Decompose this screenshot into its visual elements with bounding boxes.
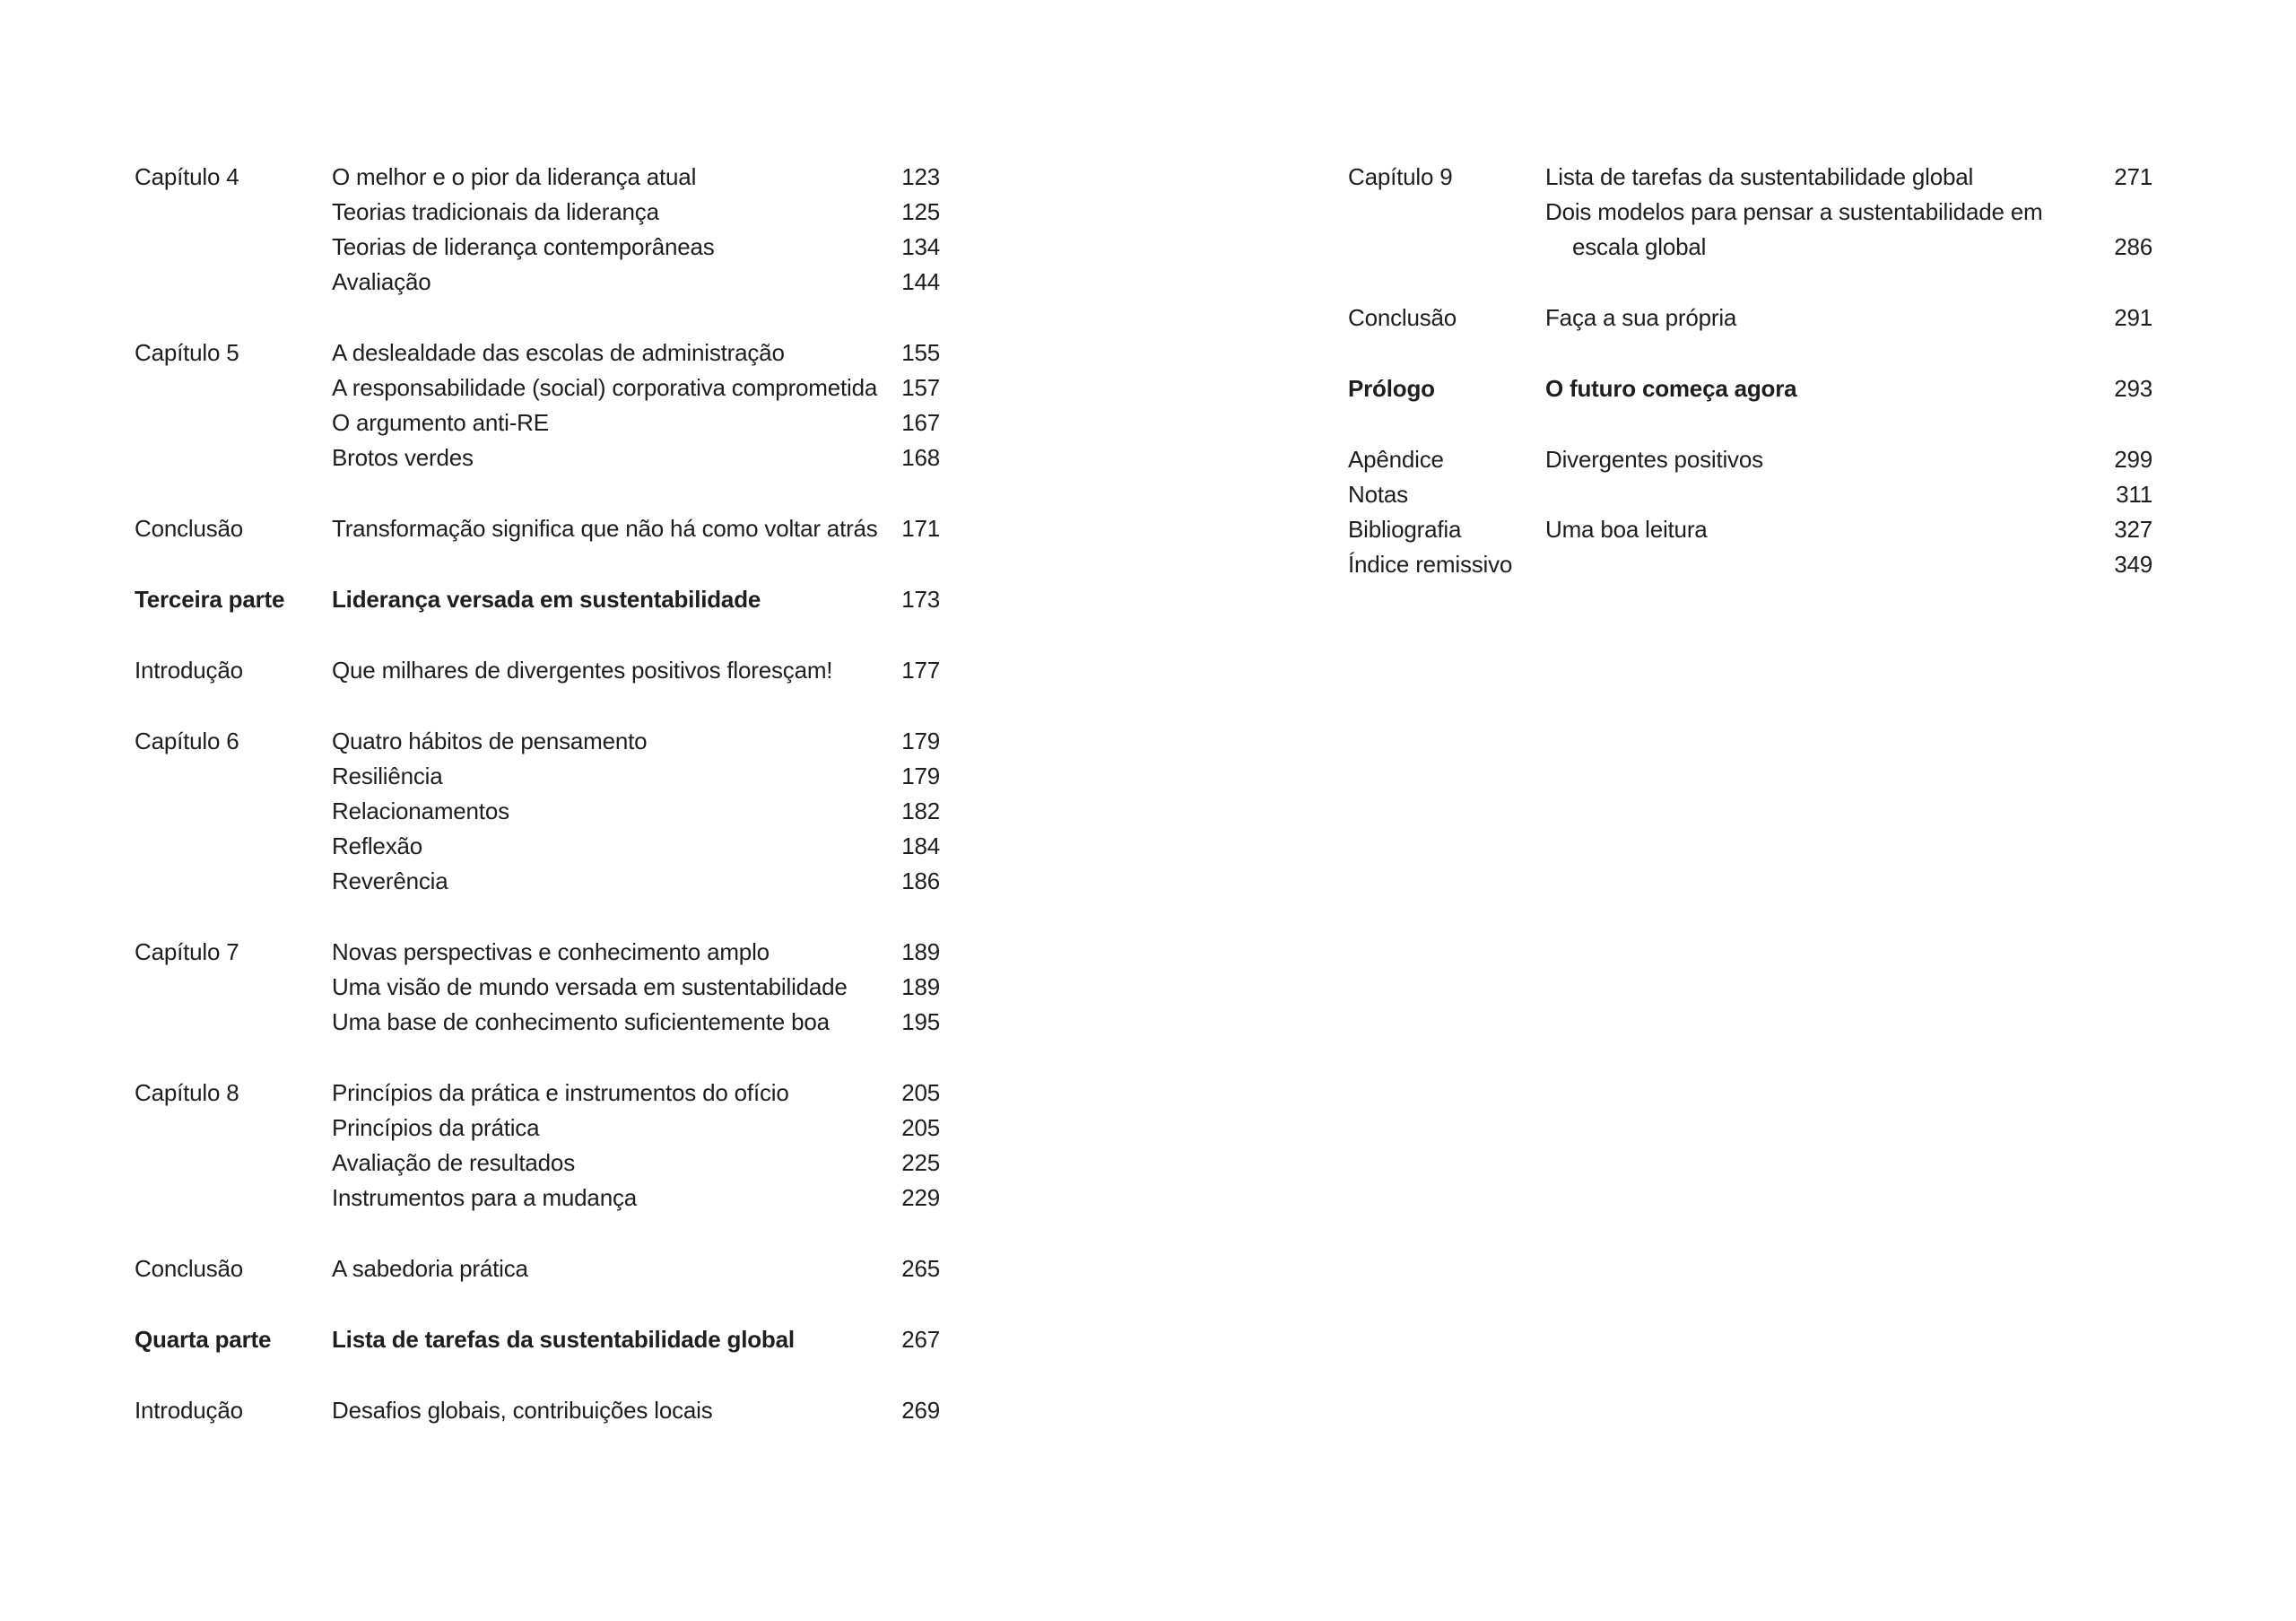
- toc-row: [135, 511, 940, 546]
- toc-row: [135, 1251, 940, 1286]
- toc-row: [135, 230, 940, 265]
- toc-entry-page-number: 229: [901, 1184, 940, 1211]
- toc-section-label: Capítulo 8: [135, 1079, 239, 1106]
- toc-entry-page-number: 327: [2114, 516, 2152, 543]
- toc-section-label: [135, 864, 332, 899]
- toc-row: [135, 336, 940, 370]
- toc-row: [135, 195, 940, 230]
- toc-row: [135, 1146, 940, 1181]
- toc-section-label: Capítulo 5: [135, 339, 239, 366]
- toc-section-label: Introdução: [135, 1397, 243, 1424]
- toc-section-label: Conclusão: [1348, 304, 1457, 331]
- toc-section-label: [135, 1146, 332, 1181]
- toc-entry-title: Resiliência: [332, 763, 443, 789]
- toc-entry-page-number: 134: [901, 233, 940, 260]
- toc-row: [135, 1393, 940, 1428]
- toc-entry-title: Uma base de conhecimento suficientemente boa: [332, 1008, 830, 1035]
- toc-row: [1348, 512, 2152, 547]
- toc-entry-page-number: 168: [901, 444, 940, 471]
- toc-entry-page-number: 349: [2114, 551, 2152, 578]
- toc-section-label: [135, 370, 332, 405]
- toc-row: [1348, 371, 2152, 406]
- toc-entry-title: Reverência: [332, 867, 448, 894]
- toc-section-label: [135, 265, 332, 300]
- toc-entry-title: Uma boa leitura: [1545, 516, 1708, 543]
- toc-entry-page-number: 177: [901, 657, 940, 684]
- toc-entry-page-number: 265: [901, 1255, 940, 1282]
- toc-group: [135, 653, 940, 688]
- toc-row: [1348, 477, 2152, 512]
- toc-page-right: [1348, 160, 2152, 582]
- toc-row: [135, 653, 940, 688]
- toc-entry-title: Faça a sua própria: [1545, 304, 1737, 331]
- toc-entry-title: [1545, 547, 2102, 582]
- toc-row: [135, 724, 940, 759]
- toc-entry-title: escala global: [1572, 233, 1707, 260]
- toc-row: [135, 1005, 940, 1040]
- toc-entry-title: Avaliação de resultados: [332, 1149, 575, 1176]
- toc-entry-title: Brotos verdes: [332, 444, 474, 471]
- toc-section-label: [135, 440, 332, 475]
- toc-section-label: [1348, 230, 1545, 265]
- toc-group: [135, 160, 940, 300]
- toc-entry-page-number: 189: [901, 973, 940, 1000]
- toc-section-label: Capítulo 4: [135, 163, 239, 190]
- toc-group: [135, 1076, 940, 1216]
- toc-section-label: [1348, 195, 1545, 230]
- toc-section-label: [135, 1181, 332, 1216]
- toc-row: [135, 582, 940, 617]
- toc-entry-page-number: 195: [901, 1008, 940, 1035]
- toc-entry-title: Divergentes positivos: [1545, 446, 1763, 473]
- toc-row: [135, 405, 940, 440]
- toc-entry-page-number: 184: [901, 832, 940, 859]
- toc-row: [1348, 547, 2152, 582]
- toc-section-label: [135, 195, 332, 230]
- toc-section-label: [135, 1005, 332, 1040]
- toc-entry-page-number: 182: [901, 797, 940, 824]
- toc-entry-title: Transformação significa que não há como voltar atrás: [332, 515, 878, 542]
- toc-section-label: [135, 794, 332, 829]
- toc-section-label: Notas: [1348, 481, 1408, 508]
- toc-entry-title: Desafios globais, contribuições locais: [332, 1397, 713, 1424]
- toc-entry-page-number: 173: [901, 586, 940, 613]
- toc-entry-page-number: 157: [901, 374, 940, 401]
- toc-row: [1348, 195, 2152, 230]
- toc-group: [1348, 442, 2152, 582]
- toc-section-label: Introdução: [135, 657, 243, 684]
- toc-row: [1348, 160, 2152, 195]
- toc-entry-title: Instrumentos para a mudança: [332, 1184, 638, 1211]
- toc-entry-page-number: 144: [901, 268, 940, 295]
- toc-entry-title: Lista de tarefas da sustentabilidade global: [1545, 163, 1974, 190]
- toc-row: [135, 440, 940, 475]
- toc-row: [135, 864, 940, 899]
- toc-entry-page-number: 291: [2114, 304, 2152, 331]
- toc-entry-page-number: 205: [901, 1079, 940, 1106]
- toc-entry-title: Que milhares de divergentes positivos floresçam!: [332, 657, 833, 684]
- toc-entry-page-number: 293: [2114, 375, 2152, 402]
- toc-row: [135, 1111, 940, 1146]
- toc-group: [135, 1393, 940, 1428]
- toc-section-label: [135, 829, 332, 864]
- toc-entry-page-number: 186: [901, 867, 940, 894]
- toc-entry-page-number: 189: [901, 938, 940, 965]
- toc-entry-title: Liderança versada em sustentabilidade: [332, 586, 761, 613]
- toc-row: [135, 160, 940, 195]
- toc-section-label: Conclusão: [135, 515, 244, 542]
- toc-section-label: Índice remissivo: [1348, 551, 1513, 578]
- toc-entry-title: A deslealdade das escolas de administração: [332, 339, 785, 366]
- toc-row: [135, 265, 940, 300]
- toc-entry-title: Relacionamentos: [332, 797, 509, 824]
- toc-section-label: Conclusão: [135, 1255, 244, 1282]
- toc-entry-page-number: 267: [901, 1326, 940, 1353]
- toc-section-label: Capítulo 6: [135, 728, 239, 754]
- toc-entry-title: Reflexão: [332, 832, 423, 859]
- toc-entry-page-number: 179: [901, 763, 940, 789]
- toc-row: [135, 935, 940, 970]
- toc-section-label: [135, 970, 332, 1005]
- toc-row: [1348, 442, 2152, 477]
- toc-row: [135, 1322, 940, 1357]
- toc-row: [135, 370, 940, 405]
- toc-section-label: [135, 1111, 332, 1146]
- toc-entry-title: O futuro começa agora: [1545, 375, 1797, 402]
- toc-section-label: Quarta parte: [135, 1326, 272, 1353]
- toc-section-label: Prólogo: [1348, 375, 1435, 402]
- toc-group: [135, 935, 940, 1040]
- toc-entry-title: Uma visão de mundo versada em sustentabilidade: [332, 973, 848, 1000]
- toc-row: [135, 1076, 940, 1111]
- toc-entry-title: O melhor e o pior da liderança atual: [332, 163, 697, 190]
- toc-row: [135, 829, 940, 864]
- toc-entry-page-number: 299: [2114, 446, 2152, 473]
- toc-row: [1348, 301, 2152, 336]
- toc-entry-title: [1545, 477, 2102, 512]
- toc-group: [1348, 160, 2152, 265]
- toc-group: [1348, 301, 2152, 336]
- toc-entry-title: Lista de tarefas da sustentabilidade global: [332, 1326, 795, 1353]
- toc-group: [135, 336, 940, 475]
- toc-row: [135, 970, 940, 1005]
- toc-page-left: [135, 160, 940, 1428]
- toc-entry-title: Teorias de liderança contemporâneas: [332, 233, 715, 260]
- toc-group: [1348, 371, 2152, 406]
- toc-row: [135, 1181, 940, 1216]
- toc-entry-page-number: 311: [2116, 481, 2152, 508]
- toc-entry-title: Teorias tradicionais da liderança: [332, 198, 659, 225]
- toc-row: [135, 759, 940, 794]
- toc-entry-title: O argumento anti-RE: [332, 409, 549, 436]
- toc-section-label: Bibliografia: [1348, 516, 1462, 543]
- toc-group: [135, 582, 940, 617]
- toc-group: [135, 1322, 940, 1357]
- toc-group: [135, 724, 940, 899]
- toc-group: [135, 511, 940, 546]
- toc-entry-page-number: 205: [901, 1114, 940, 1141]
- toc-entry-page-number: 286: [2114, 233, 2152, 260]
- toc-entry-title: Princípios da prática: [332, 1114, 540, 1141]
- toc-entry-title: A responsabilidade (social) corporativa comprometida: [332, 374, 878, 401]
- toc-group: [135, 1251, 940, 1286]
- toc-entry-title: Princípios da prática e instrumentos do ofício: [332, 1079, 789, 1106]
- toc-entry-title: Quatro hábitos de pensamento: [332, 728, 648, 754]
- toc-section-label: Capítulo 9: [1348, 163, 1453, 190]
- toc-entry-page-number: 125: [901, 198, 940, 225]
- toc-section-label: Terceira parte: [135, 586, 285, 613]
- toc-entry-page-number: 123: [901, 163, 940, 190]
- toc-entry-page-number: 179: [901, 728, 940, 754]
- toc-section-label: Apêndice: [1348, 446, 1444, 473]
- toc-entry-title: Novas perspectivas e conhecimento amplo: [332, 938, 770, 965]
- toc-entry-page-number: 155: [901, 339, 940, 366]
- toc-entry-page-number: 271: [2114, 163, 2152, 190]
- toc-entry-title: A sabedoria prática: [332, 1255, 528, 1282]
- toc-entry-page-number: 225: [901, 1149, 940, 1176]
- toc-entry-title: Dois modelos para pensar a sustentabilidade em: [1545, 198, 2043, 225]
- toc-section-label: [135, 230, 332, 265]
- toc-section-label: [135, 405, 332, 440]
- toc-entry-title: Avaliação: [332, 268, 431, 295]
- toc-entry-page-number: [2102, 195, 2152, 230]
- toc-entry-page-number: 269: [901, 1397, 940, 1424]
- toc-section-label: Capítulo 7: [135, 938, 239, 965]
- toc-row: [1348, 230, 2152, 265]
- toc-entry-page-number: 167: [901, 409, 940, 436]
- toc-section-label: [135, 759, 332, 794]
- toc-row: [135, 794, 940, 829]
- toc-entry-page-number: 171: [901, 515, 940, 542]
